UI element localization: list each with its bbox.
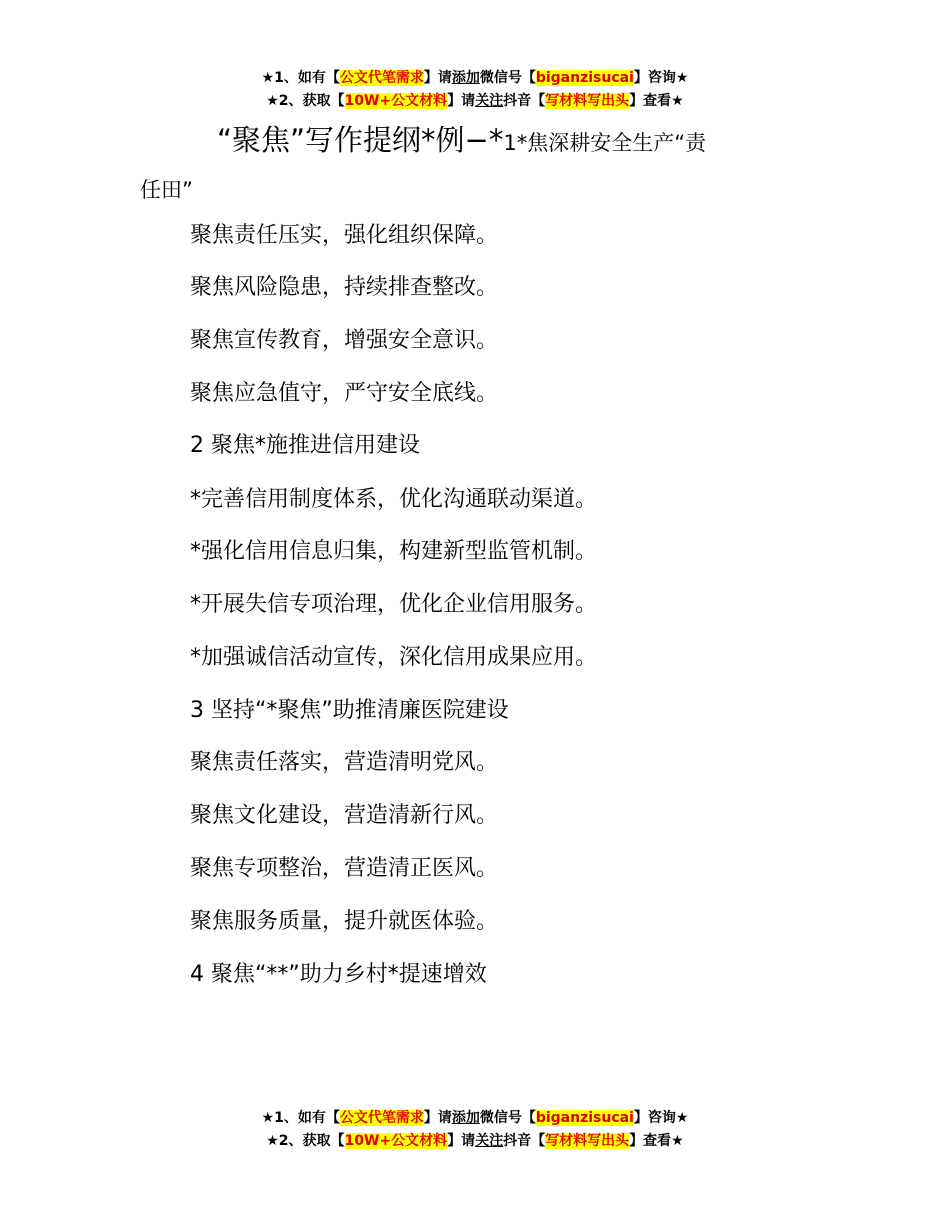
banner-text: 抖音【	[503, 1133, 546, 1149]
outline-line: 聚焦宣传教育，增强安全意识。	[190, 328, 499, 353]
banner-text: ★2、获取【	[266, 1133, 345, 1149]
banner-text: 】请	[447, 1133, 476, 1149]
section-heading: 2 聚焦*施推进信用建设	[190, 433, 420, 458]
outline-line: 聚焦文化建设，营造清新行风。	[190, 803, 499, 828]
banner-highlight: 10W+公文材料	[344, 93, 448, 109]
banner-text: 微信号【	[479, 1110, 536, 1126]
banner-highlight: 公文代笔需求	[339, 70, 424, 86]
outline-line: 聚焦服务质量，提升就医体验。	[190, 909, 499, 934]
document-title	[140, 117, 820, 214]
banner-line-1	[0, 1107, 950, 1130]
banner-text: 】查看★	[629, 93, 684, 109]
banner-text: 】查看★	[629, 1133, 684, 1149]
banner-text: ★2、获取【	[266, 93, 345, 109]
banner-highlight: biganzisucai	[535, 70, 634, 86]
banner-underline: 添加	[451, 70, 480, 86]
outline-line: 聚焦责任压实，强化组织保障。	[190, 223, 499, 248]
banner-text: ★1、如有【	[261, 1110, 340, 1126]
banner-highlight: 写材料写出头	[545, 1133, 630, 1149]
outline-line: *加强诚信活动宣传，深化信用成果应用。	[190, 645, 598, 670]
outline-line: 聚焦应急值守，严守安全底线。	[190, 381, 499, 406]
banner-underline: 关注	[475, 1133, 504, 1149]
banner-underline: 添加	[451, 1110, 480, 1126]
banner-text: 】咨询★	[633, 1110, 689, 1126]
outline-line: *完善信用制度体系，优化沟通联动渠道。	[190, 487, 598, 512]
footer-banner	[0, 1107, 950, 1153]
banner-text: 抖音【	[503, 93, 546, 109]
outline-line: *强化信用信息归集，构建新型监管机制。	[190, 539, 598, 564]
title-subtitle-part1: 1*焦深耕安全生产“责	[503, 131, 707, 155]
banner-line-2	[0, 90, 950, 113]
banner-text: 】请	[423, 1110, 452, 1126]
section-heading: 3 坚持“*聚焦”助推清廉医院建设	[190, 698, 509, 723]
banner-highlight: 写材料写出头	[545, 93, 630, 109]
title-subtitle-part2: 任田”	[140, 178, 193, 202]
header-banner	[0, 67, 950, 113]
title-main: “聚焦”写作提纲*例−*	[217, 123, 504, 157]
banner-text: ★1、如有【	[261, 70, 340, 86]
banner-highlight: 公文代笔需求	[339, 1110, 424, 1126]
outline-line: 聚焦风险隐患，持续排查整改。	[190, 275, 499, 300]
banner-highlight: 10W+公文材料	[344, 1133, 448, 1149]
banner-line-2	[0, 1130, 950, 1153]
banner-text: 】请	[447, 93, 476, 109]
outline-line: *开展失信专项治理，优化企业信用服务。	[190, 592, 598, 617]
banner-text: 微信号【	[479, 70, 536, 86]
banner-underline: 关注	[475, 93, 504, 109]
banner-line-1	[0, 67, 950, 90]
banner-highlight: biganzisucai	[535, 1110, 634, 1126]
outline-line: 聚焦专项整治，营造清正医风。	[190, 856, 499, 881]
section-heading: 4 聚焦“**”助力乡村*提速增效	[190, 962, 487, 987]
banner-text: 】请	[423, 70, 452, 86]
outline-line: 聚焦责任落实，营造清明党风。	[190, 750, 499, 775]
banner-text: 】咨询★	[633, 70, 689, 86]
